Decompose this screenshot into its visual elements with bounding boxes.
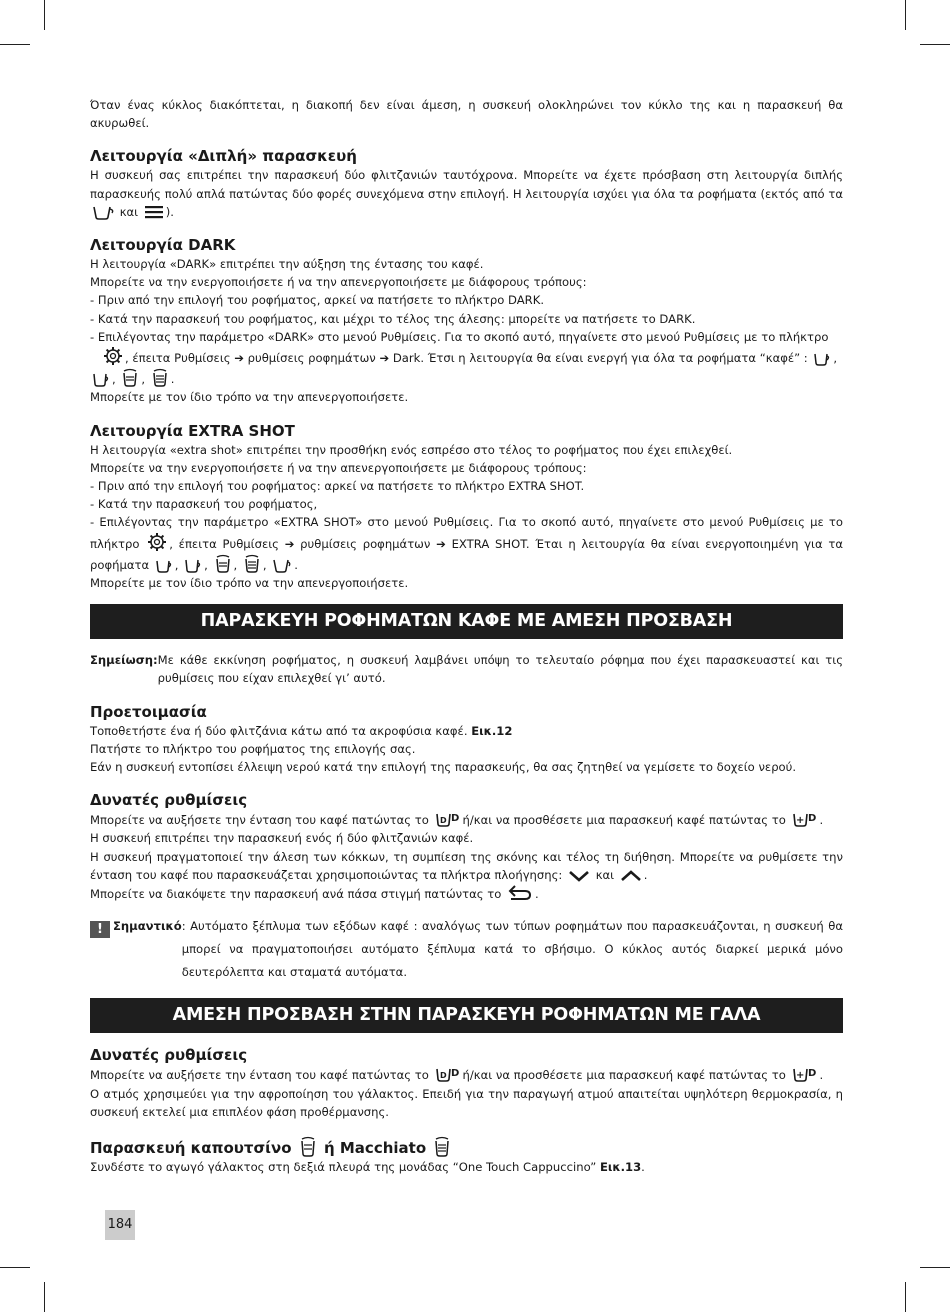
section-banner-coffee: ΠΑΡΑΣΚΕΥΗ ΡΟΦΗΜΑΤΩΝ ΚΑΦΕ ΜΕ ΑΜΕΣΗ ΠΡΟΣΒΑΣΗ: [90, 604, 843, 639]
extra-line: - Πριν από την επιλογή του ροφήματος: αρκεί να πατήσετε το πλήκτρο EXTRA SHOT.: [90, 479, 585, 494]
svg-text:+: +: [795, 815, 804, 827]
important-label: Σημαντικό: [113, 919, 182, 934]
svg-text:D: D: [450, 1068, 459, 1080]
settings1-title: Δυνατές ρυθμίσεις: [90, 791, 248, 810]
settings2-line: Μπορείτε να αυξήσετε την ένταση του καφέ πατώντας το D D ή/και να προσθέσετε μια παρασκευή καφέ πατώντας το + D .: [90, 1065, 843, 1084]
extra-line: - Κατά την παρασκευή του ροφήματος,: [90, 497, 318, 512]
prep-line: Εάν η συσκευή εντοπίσει έλλειψη νερού κατά την επιλογή της παρασκευής, θα σας ζητηθεί να γεμίσετε το δοχείο νερού.: [90, 760, 797, 775]
svg-text:D: D: [807, 813, 816, 825]
crop-mark: [905, 0, 906, 30]
mug-coffee-icon: [151, 367, 169, 387]
extra-line: - Επιλέγοντας την παράμετρο «EXTRA SHOT» στο μενού Ρυθμίσεις. Για το σκοπό αυτό, πηγαίνετε στο μενού Ρυθμίσεις με το πλήκτρο , έπειτα Ρυθμίσεις ➔ ρυθμίσεις ροφημάτων ➔ EXTRA SHOT. Έται η λειτουργία θα είναι ενεργοποιημένη για τα ροφήματα , , , , .: [90, 515, 844, 572]
dark-button-icon: [435, 810, 461, 828]
prep-title: Προετοιμασία: [90, 702, 207, 721]
cappuccino-line: Συνδέστε το αγωγό γάλακτος στη δεξιά πλευρά της μονάδας “One Touch Cappuccino” Εικ.13.: [90, 1159, 645, 1174]
settings1-line: Μπορείτε να αυξήσετε την ένταση του καφέ πατώντας το D D ή/και να προσθέσετε μια παρασκευή καφέ πατώντας το + D .: [90, 810, 843, 829]
crop-mark: [0, 1267, 30, 1268]
prep-line: Τοποθετήστε ένα ή δύο φλιτζάνια κάτω από τα ακροφύσια καφέ. Εικ.12: [90, 723, 513, 738]
svg-text:D: D: [450, 813, 459, 825]
cappuccino-icon: [299, 1135, 317, 1157]
manual-page: [90, 96, 843, 1176]
chevron-up-icon: [620, 869, 642, 883]
page-number: 184: [105, 1210, 135, 1240]
settings1-line: Η συσκευή πραγματοποιεί την άλεση των κόκκων, τη συμπίεση της σκόνης και τέλος τη διήθηση. Μπορείτε να ρυθμίσετε την ένταση του καφέ που παρασκευάζεται χρησιμοποιώντας τα πλήκτρα πλοήγησης: και .: [90, 849, 843, 882]
extra-shot-icon: [792, 1065, 818, 1083]
settings1-line: Η συσκευή επιτρέπει την παρασκευή ενός ή δύο φλιτζανιών καφέ.: [90, 831, 474, 846]
extra-title: Λειτουργία EXTRA SHOT: [90, 421, 295, 440]
figure-ref: Εικ.12: [471, 723, 513, 738]
figure-ref: Εικ.13: [599, 1159, 642, 1174]
cup-steam-icon: [272, 557, 292, 573]
chevron-down-icon: [568, 869, 590, 883]
prep-line: Πατήστε το πλήκτρο του ροφήματος της επιλογής σας.: [90, 741, 416, 756]
dark-line: - Κατά την παρασκευή του ροφήματος, και μέχρι το τέλος της άλεσης: μπορείτε να πατήσετε το DARK.: [90, 311, 696, 326]
coffee-cup-icon: [184, 557, 202, 573]
intro-text: Όταν ένας κύκλος διακόπτεται, η διακοπή δεν είναι άμεση, η συσκευή ολοκληρώνει τον κύκλο της και η παρασκευή θα ακυρωθεί.: [90, 98, 843, 131]
important-text: : Αυτόματο ξέπλυμα των εξόδων καφέ : αναλόγως των τύπων ροφημάτων που παρασκευάζονται, η συσκευή θα μπορεί να πραγματοποιήσει αυτόματο ξέπλυμα κατά το σβήσιμο. Ο κύκλος αυτός διαρκεί μερικά μόνο δευτερόλεπτα και σταματά αυτόματα.: [181, 919, 843, 980]
dark-line: Η λειτουργία «DARK» επιτρέπει την αύξηση της έντασης του καφέ.: [90, 257, 484, 272]
settings2-title: Δυνατές ρυθμίσεις: [90, 1046, 248, 1065]
crop-mark: [0, 44, 30, 45]
cappuccino-title: Παρασκευή καπουτσίνο ή Macchiato: [90, 1135, 843, 1158]
dark-line: - Επιλέγοντας την παράμετρο «DARK» στο μενού Ρυθμίσεις. Για το σκοπό αυτό, πηγαίνετε στο μενού Ρυθμίσεις με το πλήκτρο , έπειτα Ρυθμίσεις ➔ ρυθμίσεις ροφημάτων ➔ Dark. Έτσι η λειτουργία θα είναι ενεργή για όλα τα ροφήματα “καφέ” : , , , .: [90, 329, 838, 387]
macchiato-icon: [433, 1135, 451, 1157]
dark-title: Λειτουργία DARK: [90, 236, 236, 255]
coffee-cup-icon: [92, 371, 110, 387]
settings1-line: Μπορείτε να διακόψετε την παρασκευή ανά πάσα στιγμή πατώντας το .: [90, 884, 843, 903]
mug-coffee-icon: [243, 553, 261, 573]
dark-line: Μπορείτε με τον ίδιο τρόπο να την απενεργοποιήσετε.: [90, 390, 409, 405]
long-coffee-icon: [121, 367, 139, 387]
important-note: [90, 917, 843, 984]
dark-line: - Πριν από την επιλογή του ροφήματος, αρκεί να πατήσετε το πλήκτρο DARK.: [90, 293, 545, 308]
long-coffee-icon: [214, 553, 232, 573]
extra-shot-icon: [792, 810, 818, 828]
dark-button-icon: [435, 1065, 461, 1083]
double-text: Η συσκευή σας επιτρέπει την παρασκευή δύο φλιτζανιών ταυτόχρονα. Μπορείτε να έχετε πρόσβαση στη λειτουργία διπλής παρασκευής πολύ απλά πατώντας δύο φορές συνεχόμενα στην επιλογή. Η λειτουργία ισχύει για όλα τα ροφήματα (εκτός από τα και ).: [90, 168, 843, 219]
extra-line: Μπορείτε με τον ίδιο τρόπο να την απενεργοποιήσετε.: [90, 576, 409, 591]
espresso-cup-icon: [813, 350, 831, 366]
crop-mark: [44, 1282, 45, 1312]
espresso-cup-icon: [155, 557, 173, 573]
cup-steam-icon: [92, 204, 114, 220]
dark-line: Μπορείτε να την ενεργοποιήσετε ή να την απενεργοποιήσετε με διάφορους τρόπους:: [90, 275, 587, 290]
crop-mark: [920, 44, 950, 45]
settings2-line: Ο ατμός χρησιμεύει για την αφροποίηση του γάλακτος. Επειδή για την παραγωγή ατμού απαιτείται υψηλότερη θερμοκρασία, η συσκευή εκτελεί μια επιπλέον φάση προθέρμανσης.: [90, 1086, 843, 1119]
note-text: Με κάθε εκκίνηση ροφήματος, η συσκευή λαμβάνει υπόψη το τελευταίο ρόφημα που έχει παρασκευαστεί και τις ρυθμίσεις που είχαν επιλεχθεί γι’ αυτό.: [157, 653, 843, 686]
crop-mark: [44, 0, 45, 30]
note: [90, 651, 843, 687]
note-label: Σημείωση:: [90, 653, 158, 668]
extra-line: Μπορείτε να την ενεργοποιήσετε ή να την απενεργοποιήσετε με διάφορους τρόπους:: [90, 460, 587, 475]
menu-icon: [144, 204, 164, 220]
section-banner-milk: ΑΜΕΣΗ ΠΡΟΣΒΑΣΗ ΣΤΗΝ ΠΑΡΑΣΚΕΥΗ ΡΟΦΗΜΑΤΩΝ ΜΕ ΓΑΛΑ: [90, 998, 843, 1033]
gear-icon: [147, 532, 167, 552]
crop-mark: [920, 1267, 950, 1268]
gear-icon: [103, 346, 123, 366]
back-arrow-icon: [507, 884, 533, 902]
svg-text:D: D: [439, 1071, 447, 1081]
svg-text:D: D: [807, 1068, 816, 1080]
double-title: Λειτουργία «Διπλή» παρασκευή: [90, 147, 357, 166]
svg-text:+: +: [795, 1070, 804, 1082]
warning-icon: !: [90, 921, 110, 938]
extra-line: Η λειτουργία «extra shot» επιτρέπει την προσθήκη ενός εσπρέσο στο τέλος το ροφήματος που έχει επιλεχθεί.: [90, 442, 733, 457]
svg-text:D: D: [439, 816, 447, 826]
crop-mark: [905, 1282, 906, 1312]
